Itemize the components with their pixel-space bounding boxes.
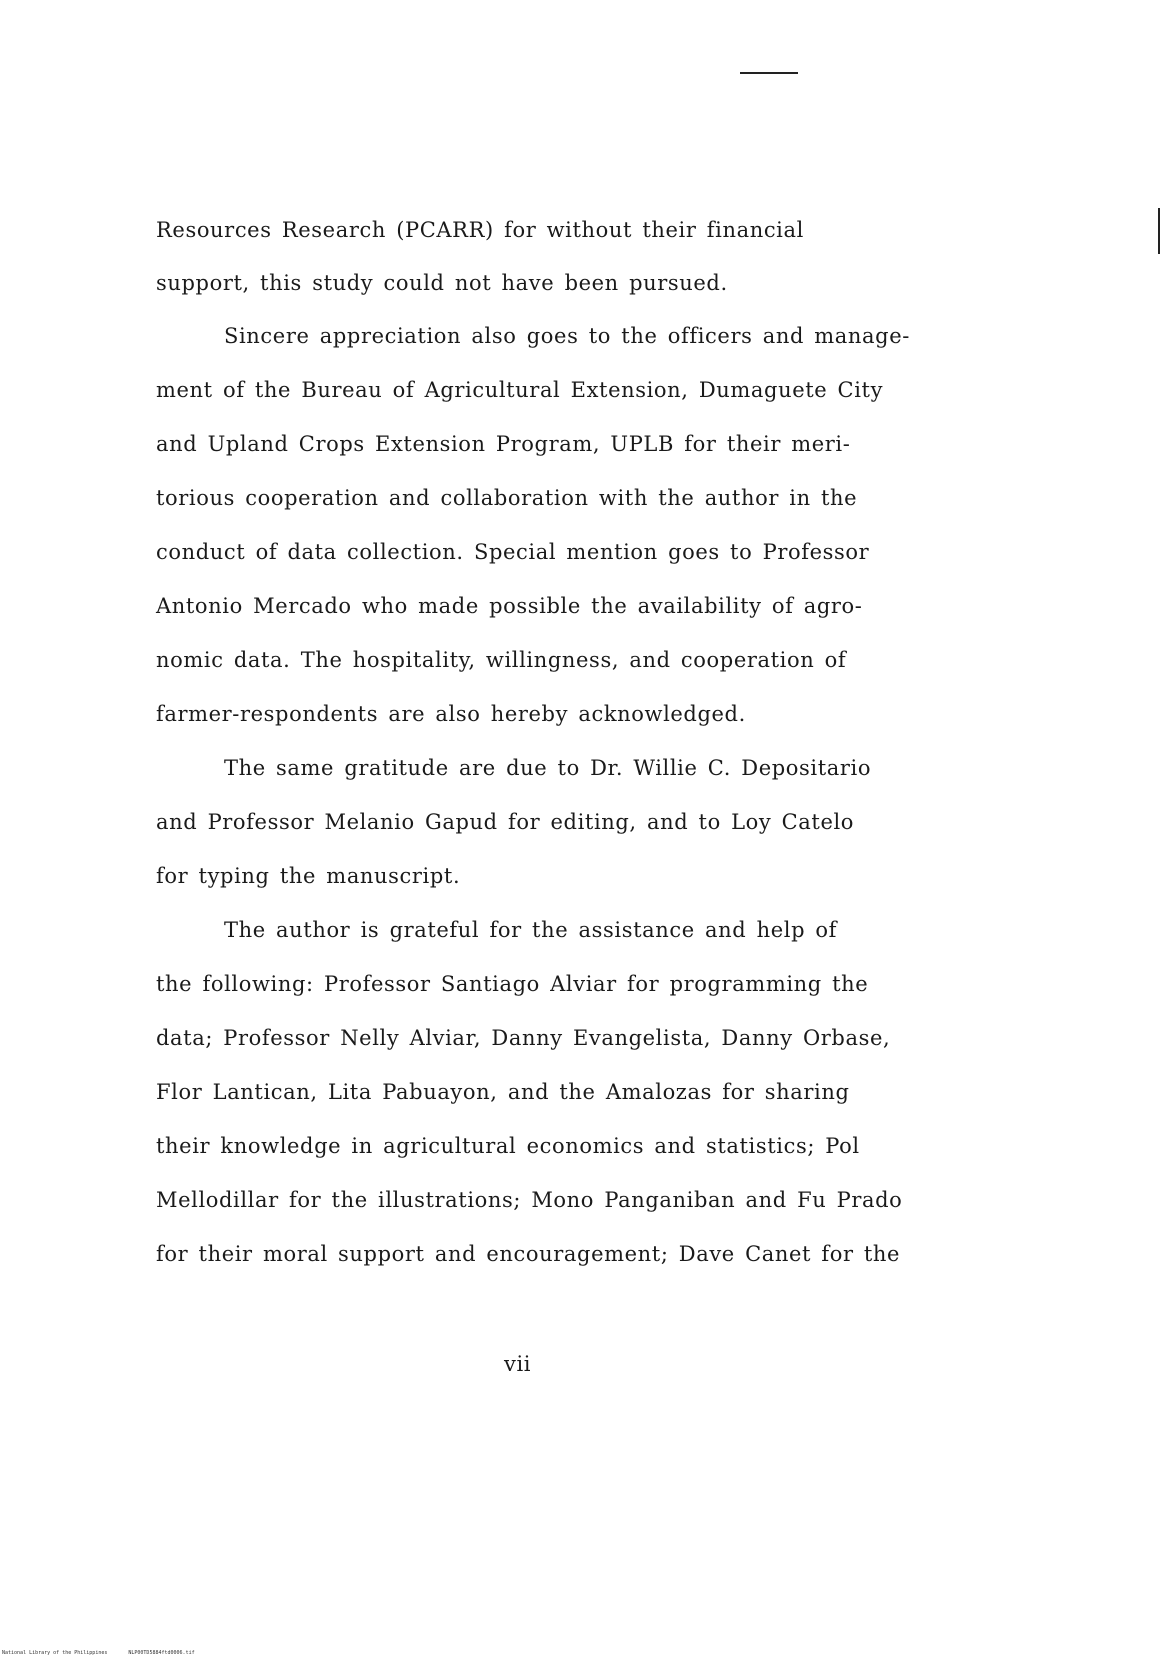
text-line: The same gratitude are due to Dr. Willie C. Depositario <box>224 756 872 780</box>
text-line: Antonio Mercado who made possible the availability of agro- <box>156 594 863 618</box>
footer-library: National Library of the Philippines <box>2 1650 108 1656</box>
text-line: Flor Lantican, Lita Pabuayon, and the Amalozas for sharing <box>156 1080 850 1104</box>
text-line: and Professor Melanio Gapud for editing, and to Loy Catelo <box>156 810 855 834</box>
scan-footer <box>2 1650 213 1656</box>
text-line: ment of the Bureau of Agricultural Extension, Dumaguete City <box>156 378 884 402</box>
text-line: Resources Research (PCARR) for without their financial <box>156 218 804 242</box>
text-line: for typing the manuscript. <box>156 864 461 888</box>
text-line: conduct of data collection. Special mention goes to Professor <box>156 540 870 564</box>
text-line: and Upland Crops Extension Program, UPLB for their meri- <box>156 432 851 456</box>
scan-mark-top <box>740 72 798 74</box>
footer-filename: NLP00TD5884ftd0006.tif <box>128 1650 195 1656</box>
text-line: torious cooperation and collaboration with the author in the <box>156 486 858 510</box>
text-line: Mellodillar for the illustrations; Mono Panganiban and Fu Prado <box>156 1188 903 1212</box>
text-line: nomic data. The hospitality, willingness, and cooperation of <box>156 648 847 672</box>
text-line: The author is grateful for the assistance and help of <box>224 918 838 942</box>
text-line: the following: Professor Santiago Alviar for programming the <box>156 972 869 996</box>
text-line: their knowledge in agricultural economics and statistics; Pol <box>156 1134 860 1158</box>
text-line: data; Professor Nelly Alviar, Danny Evangelista, Danny Orbase, <box>156 1026 891 1050</box>
page-number: vii <box>504 1352 532 1376</box>
text-line: Sincere appreciation also goes to the officers and manage- <box>224 324 910 348</box>
text-line: for their moral support and encouragement; Dave Canet for the <box>156 1242 901 1266</box>
text-line: farmer-respondents are also hereby acknowledged. <box>156 702 746 726</box>
scan-mark-right <box>1158 208 1160 254</box>
text-line: support, this study could not have been pursued. <box>156 271 728 295</box>
